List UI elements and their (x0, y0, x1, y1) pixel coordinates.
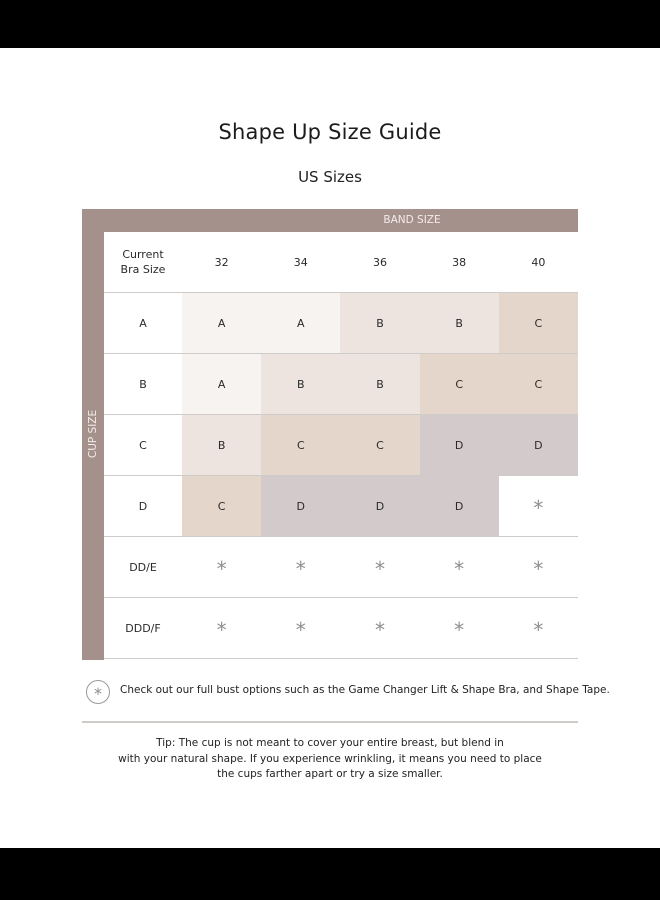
table-row (104, 293, 578, 354)
tip-line-2: with your natural shape. If you experience wrinkling, it means you need to place (118, 752, 542, 765)
band-size-header-bar (82, 209, 578, 232)
cup-size-label: CUP SIZE (87, 409, 99, 459)
header-label-line1: Current (122, 248, 164, 261)
band-header-38: 38 (452, 255, 467, 269)
size-cell: B (340, 293, 419, 353)
asterisk-icon: * (499, 476, 578, 536)
band-size-label: BAND SIZE (383, 214, 441, 226)
size-cell: B (182, 415, 261, 475)
table-header-row (104, 232, 578, 293)
size-cell: D (420, 476, 499, 536)
page-title: Shape Up Size Guide (218, 120, 442, 144)
asterisk-icon: * (420, 537, 499, 597)
asterisk-icon: * (182, 537, 261, 597)
cup-size-side-bar (82, 209, 104, 660)
current-bra-size-header (104, 232, 182, 292)
band-header-36: 36 (372, 255, 387, 269)
cup-size-row-label: DDD/F (125, 621, 161, 635)
size-table (104, 232, 578, 659)
table-row (104, 476, 578, 537)
tip-line-3: the cups farther apart or try a size smaller. (217, 768, 443, 780)
band-header-32: 32 (214, 255, 229, 269)
asterisk-icon: * (499, 598, 578, 658)
size-cell: C (499, 293, 578, 353)
tip-text (80, 736, 580, 783)
size-cell: D (499, 415, 578, 475)
header-label-line2: Bra Size (120, 263, 166, 276)
asterisk-icon: * (86, 680, 110, 704)
cup-size-row-label: D (138, 499, 148, 513)
size-cell: C (261, 415, 340, 475)
size-cell: B (340, 354, 419, 414)
asterisk-icon: * (499, 537, 578, 597)
size-cell: D (420, 415, 499, 475)
size-cell: D (340, 476, 419, 536)
size-cell: C (182, 476, 261, 536)
cup-size-row-label: A (139, 316, 147, 330)
band-header-40: 40 (531, 255, 546, 269)
size-cell: C (340, 415, 419, 475)
asterisk-icon: * (261, 537, 340, 597)
table-row (104, 354, 578, 415)
asterisk-icon: * (340, 537, 419, 597)
note-text: Check out our full bust options such as the Game Changer Lift & Shape Bra, and Shape Tape. (120, 684, 610, 696)
asterisk-icon: * (340, 598, 419, 658)
divider (82, 721, 578, 723)
size-cell: C (420, 354, 499, 414)
size-guide-page (0, 48, 660, 848)
size-cell: B (261, 354, 340, 414)
size-cell: C (499, 354, 578, 414)
cup-size-row-label: C (139, 438, 147, 452)
table-row (104, 415, 578, 476)
size-cell: D (261, 476, 340, 536)
table-row (104, 598, 578, 659)
cup-size-row-label: DD/E (129, 560, 157, 574)
asterisk-icon: * (261, 598, 340, 658)
band-header-34: 34 (293, 255, 308, 269)
asterisk-icon: * (182, 598, 261, 658)
tip-line-1: Tip: The cup is not meant to cover your entire breast, but blend in (156, 737, 504, 749)
asterisk-icon: * (420, 598, 499, 658)
size-cell: A (182, 293, 261, 353)
size-cell: B (420, 293, 499, 353)
table-row (104, 537, 578, 598)
size-cell: A (261, 293, 340, 353)
full-bust-note (86, 680, 610, 704)
size-cell: A (182, 354, 261, 414)
cup-size-row-label: B (139, 377, 147, 391)
page-subtitle: US Sizes (298, 168, 362, 186)
